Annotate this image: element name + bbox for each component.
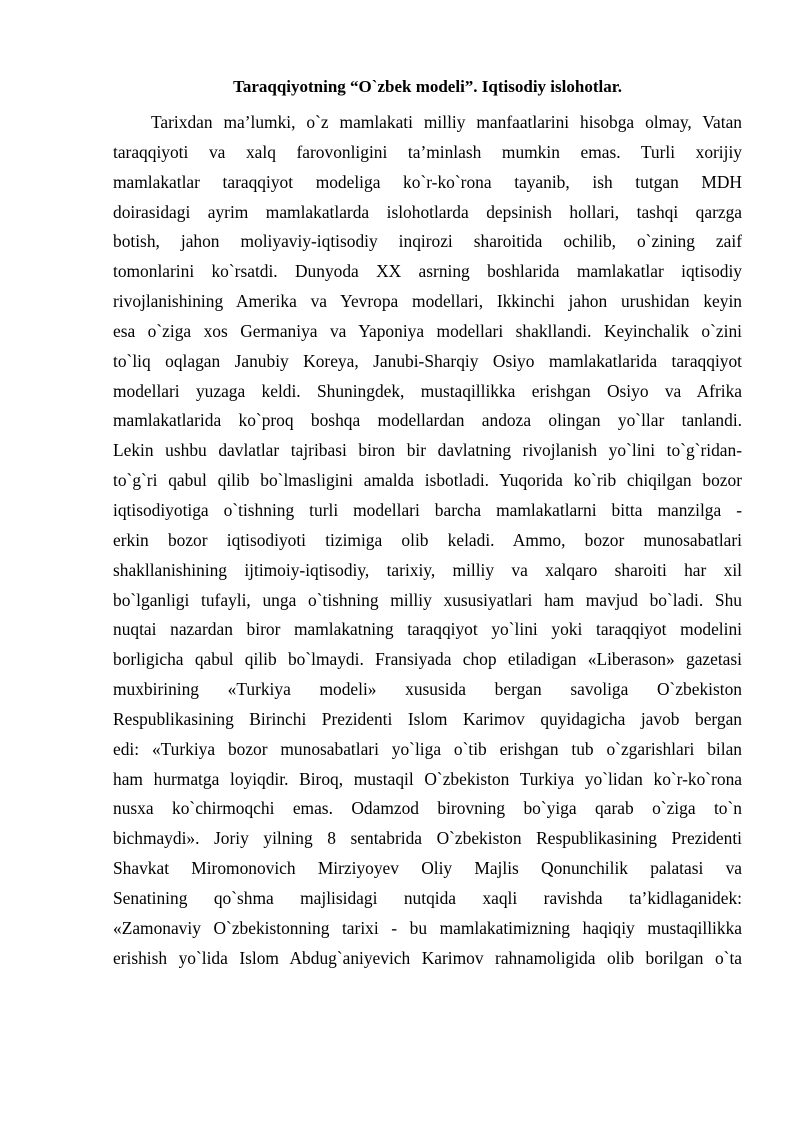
paragraph-line: esa o`ziga xos Germaniya va Yaponiya modellari shakllandi. Keyinchalik o`zini xyxy=(113,320,742,341)
paragraph-line: botish, jahon moliyaviy-iqtisodiy inqirozi sharoitida ochilib, o`zining zaif xyxy=(113,231,742,252)
paragraph-line: to`g`ri qabul qilib bo`lmasligini amalda isbotladi. Yuqorida ko`rib chiqilgan bozor xyxy=(113,470,742,491)
paragraph-line: nuqtai nazardan biror mamlakatning taraqqiyot yo`lini yoki taraqqiyot modelini xyxy=(113,619,742,640)
paragraph-line: «Zamonaviy O`zbekistonning tarixi - bu mamlakatimizning haqiqiy mustaqillikka xyxy=(113,917,742,938)
paragraph-line: erkin bozor iqtisodiyoti tizimiga olib keladi. Ammo, bozor munosabatlari xyxy=(113,529,742,550)
paragraph-line: bichmaydi». Joriy yilning 8 sentabrida O`zbekiston Respublikasining Prezidenti xyxy=(113,828,742,849)
paragraph-line: mamlakatlar taraqqiyot modeliga ko`r-ko`rona tayanib, ish tutgan MDH xyxy=(113,171,742,192)
paragraph-line: nusxa ko`chirmoqchi emas. Odamzod birovning bo`yiga qarab o`ziga to`n xyxy=(113,798,742,819)
paragraph-line: Lekin ushbu davlatlar tajribasi biron bir davlatning rivojlanish yo`lini to`g`ridan- xyxy=(113,440,742,461)
paragraph-line: tomonlarini ko`rsatdi. Dunyoda XX asrning boshlarida mamlakatlar iqtisodiy xyxy=(113,261,742,282)
paragraph-line: Tarixdan ma’lumki, o`z mamlakati milliy manfaatlarini hisobga olmay, Vatan xyxy=(151,112,742,132)
paragraph-line: mamlakatlarida ko`proq boshqa modellardan andoza olingan yo`llar tanlandi. xyxy=(113,410,742,431)
paragraph-line: modellari yuzaga keldi. Shuningdek, mustaqillikka erishgan Osiyo va Afrika xyxy=(113,380,742,401)
paragraph-line: iqtisodiyotiga o`tishning turli modellari barcha mamlakatlarni bitta manzilga - xyxy=(113,499,742,520)
paragraph-line: edi: «Turkiya bozor munosabatlari yo`liga o`tib erishgan tub o`zgarishlari bilan xyxy=(113,738,742,759)
paragraph-line: muxbirining «Turkiya modeli» xususida bergan savoliga O`zbekiston xyxy=(113,679,742,700)
paragraph-line: doirasidagi ayrim mamlakatlarda islohotlarda depsinish hollari, tashqi qarzga xyxy=(113,201,742,222)
document-title: Taraqqiyotning “O`zbek modeli”. Iqtisodiy islohotlar. xyxy=(233,77,622,96)
paragraph-line: Shavkat Miromonovich Mirziyoyev Oliy Majlis Qonunchilik palatasi va xyxy=(113,858,742,879)
paragraph-line: to`liq oqlagan Janubiy Koreya, Janubi-Sharqiy Osiyo mamlakatlarida taraqqiyot xyxy=(113,350,742,371)
paragraph-line: ham hurmatga loyiqdir. Biroq, mustaqil O`zbekiston Turkiya yo`lidan ko`r-ko`rona xyxy=(113,768,742,789)
paragraph-line: borligicha qabul qilib bo`lmaydi. Fransiyada chop etiladigan «Liberason» gazetasi xyxy=(113,649,742,670)
paragraph-line: taraqqiyoti va xalq farovonligini ta’minlash mumkin emas. Turli xorijiy xyxy=(113,141,742,162)
paragraph-line: rivojlanishining Amerika va Yevropa modellari, Ikkinchi jahon urushidan keyin xyxy=(113,291,742,312)
document-body xyxy=(113,108,742,973)
paragraph-line: Senatining qo`shma majlisidagi nutqida xaqli ravishda ta’kidlaganidek: xyxy=(113,887,742,908)
paragraph-line: Respublikasining Birinchi Prezidenti Islom Karimov quyidagicha javob bergan xyxy=(113,708,742,729)
paragraph-line: shakllanishining ijtimoiy-iqtisodiy, tarixiy, milliy va xalqaro sharoiti har xil xyxy=(113,559,742,580)
paragraph-line: bo`lganligi tufayli, unga o`tishning milliy xususiyatlari ham mavjud bo`ladi. Shu xyxy=(113,589,742,610)
paragraph-line: erishish yo`lida Islom Abdug`aniyevich Karimov rahnamoligida olib borilgan o`ta xyxy=(113,947,742,968)
